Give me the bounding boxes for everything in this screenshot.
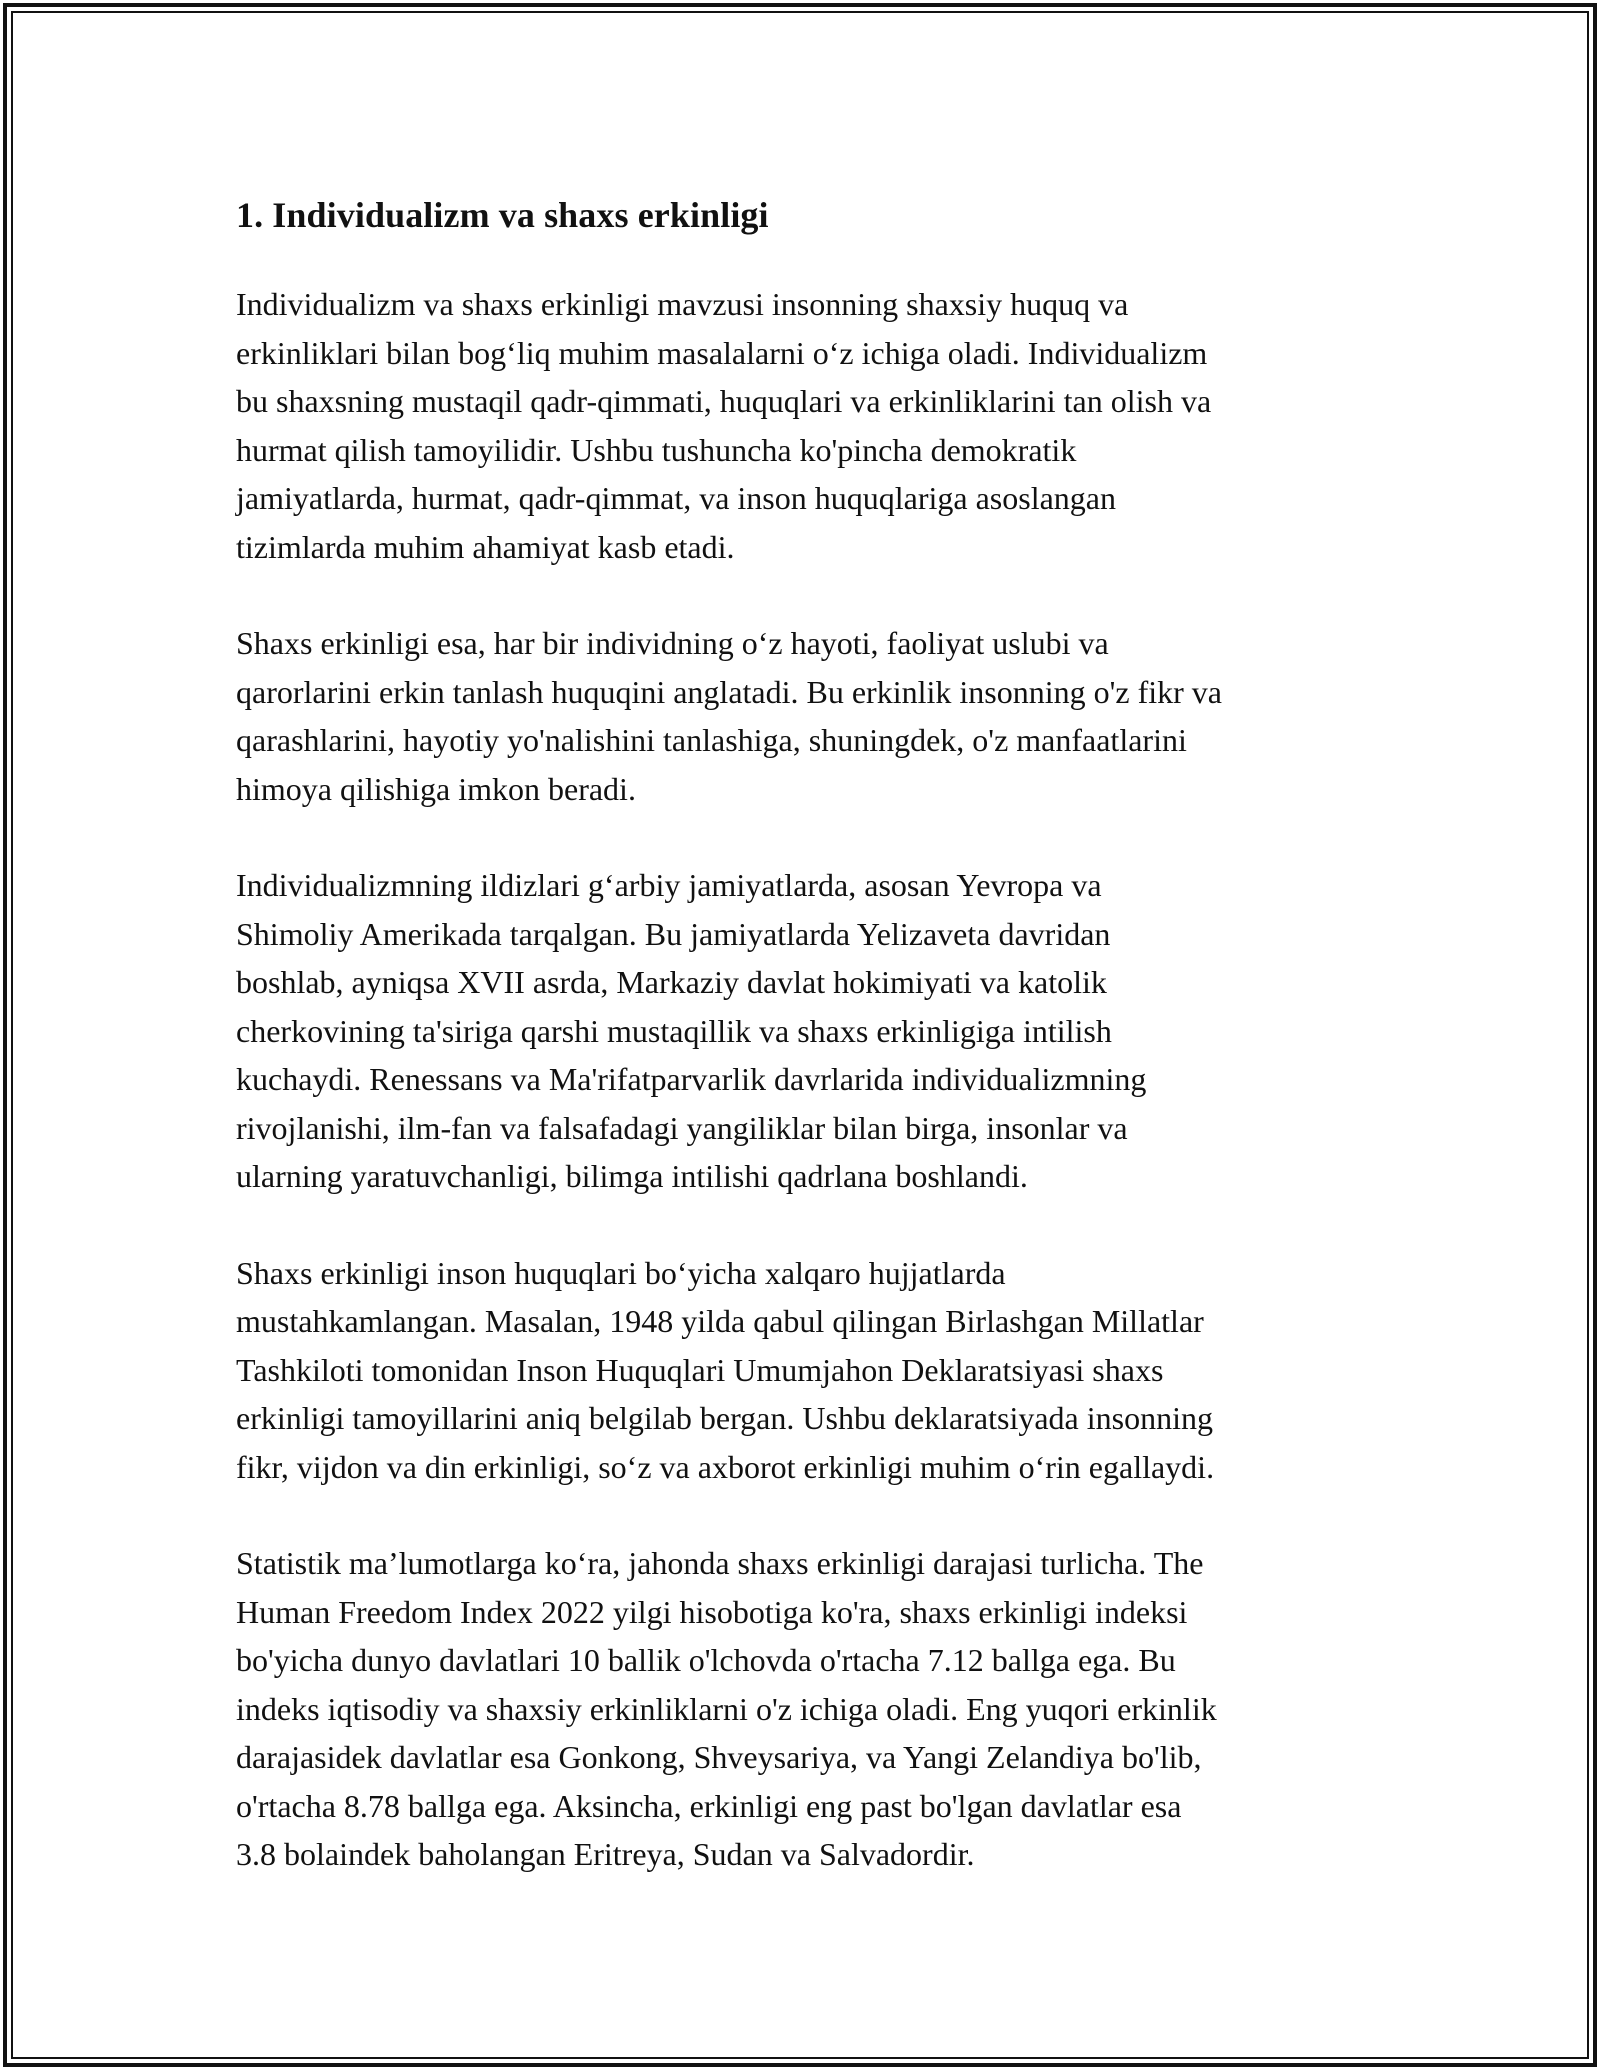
text-line: Individualizmning ildizlari g‘arbiy jamiyatlarda, asosan Yevropa va xyxy=(236,867,1102,903)
text-line: kuchaydi. Renessans va Ma'rifatparvarlik davrlarida individualizmning xyxy=(236,1061,1147,1097)
section-title: 1. Individualizm va shaxs erkinligi xyxy=(236,195,769,235)
text-line: Human Freedom Index 2022 yilgi hisobotiga ko'ra, shaxs erkinligi indeksi xyxy=(236,1593,1188,1630)
paragraph-1 xyxy=(236,280,1376,571)
text-line: erkinligi tamoyillarini aniq belgilab bergan. Ushbu deklaratsiyada insonning xyxy=(236,1400,1213,1436)
paragraph-3 xyxy=(236,861,1376,1201)
text-line: 3.8 bolaindek baholangan Eritreya, Sudan va Salvadordir. xyxy=(236,1836,975,1872)
text-line: o'rtacha 8.78 ballga ega. Aksincha, erkinligi eng past bo'lgan davlatlar esa xyxy=(236,1787,1182,1824)
text-line: Shimoliy Amerikada tarqalgan. Bu jamiyatlarda Yelizaveta davridan xyxy=(236,915,1111,952)
text-line: himoya qilishiga imkon beradi. xyxy=(236,770,636,807)
text-line: bu shaxsning mustaqil qadr-qimmati, huquqlari va erkinliklarini tan olish va xyxy=(236,383,1212,419)
text-line: ularning yaratuvchanligi, bilimga intilishi qadrlana boshlandi. xyxy=(236,1158,1028,1194)
paragraph-4 xyxy=(236,1249,1376,1492)
text-line: indeks iqtisodiy va shaxsiy erkinliklarni o'z ichiga oladi. Eng yuqori erkinlik xyxy=(236,1690,1217,1727)
paragraph-5 xyxy=(236,1539,1376,1879)
text-line: boshlab, ayniqsa XVII asrda, Markaziy davlat hokimiyati va katolik xyxy=(236,964,1107,1000)
text-line: Statistik ma’lumotlarga ko‘ra, jahonda shaxs erkinligi darajasi turlicha. The xyxy=(236,1545,1204,1581)
text-line: tizimlarda muhim ahamiyat kasb etadi. xyxy=(236,528,735,565)
paragraph-2 xyxy=(236,619,1376,813)
text-line: Shaxs erkinligi esa, har bir individning o‘z hayoti, faoliyat uslubi va xyxy=(236,625,1109,661)
text-line: darajasidek davlatlar esa Gonkong, Shveysariya, va Yangi Zelandiya bo'lib, xyxy=(236,1739,1202,1775)
text-line: bo'yicha dunyo davlatlari 10 ballik o'lchovda o'rtacha 7.12 ballga ega. Bu xyxy=(236,1642,1176,1678)
text-line: qarashlarini, hayotiy yo'nalishini tanlashiga, shuningdek, o'z manfaatlarini xyxy=(236,722,1187,758)
text-line: jamiyatlarda, hurmat, qadr-qimmat, va inson huquqlariga asoslangan xyxy=(236,480,1116,516)
text-line: mustahkamlangan. Masalan, 1948 yilda qabul qilingan Birlashgan Millatlar xyxy=(236,1303,1204,1339)
text-line: Shaxs erkinligi inson huquqlari bo‘yicha xalqaro hujjatlarda xyxy=(236,1254,1006,1291)
document-body xyxy=(236,180,1376,1927)
text-line: rivojlanishi, ilm-fan va falsafadagi yangiliklar bilan birga, insonlar va xyxy=(236,1109,1128,1146)
text-line: Individualizm va shaxs erkinligi mavzusi insonning shaxsiy huquq va xyxy=(236,286,1129,322)
text-line: qarorlarini erkin tanlash huquqini anglatadi. Bu erkinlik insonning o'z fikr va xyxy=(236,673,1222,710)
text-line: Tashkiloti tomonidan Inson Huquqlari Umumjahon Deklaratsiyasi shaxs xyxy=(236,1351,1164,1388)
text-line: hurmat qilish tamoyilidir. Ushbu tushuncha ko'pincha demokratik xyxy=(236,431,1077,468)
text-line: erkinliklari bilan bog‘liq muhim masalalarni o‘z ichiga oladi. Individualizm xyxy=(236,334,1208,371)
text-line: fikr, vijdon va din erkinligi, so‘z va axborot erkinligi muhim o‘rin egallaydi. xyxy=(236,1448,1215,1485)
text-line: cherkovining ta'siriga qarshi mustaqillik va shaxs erkinligiga intilish xyxy=(236,1012,1112,1049)
